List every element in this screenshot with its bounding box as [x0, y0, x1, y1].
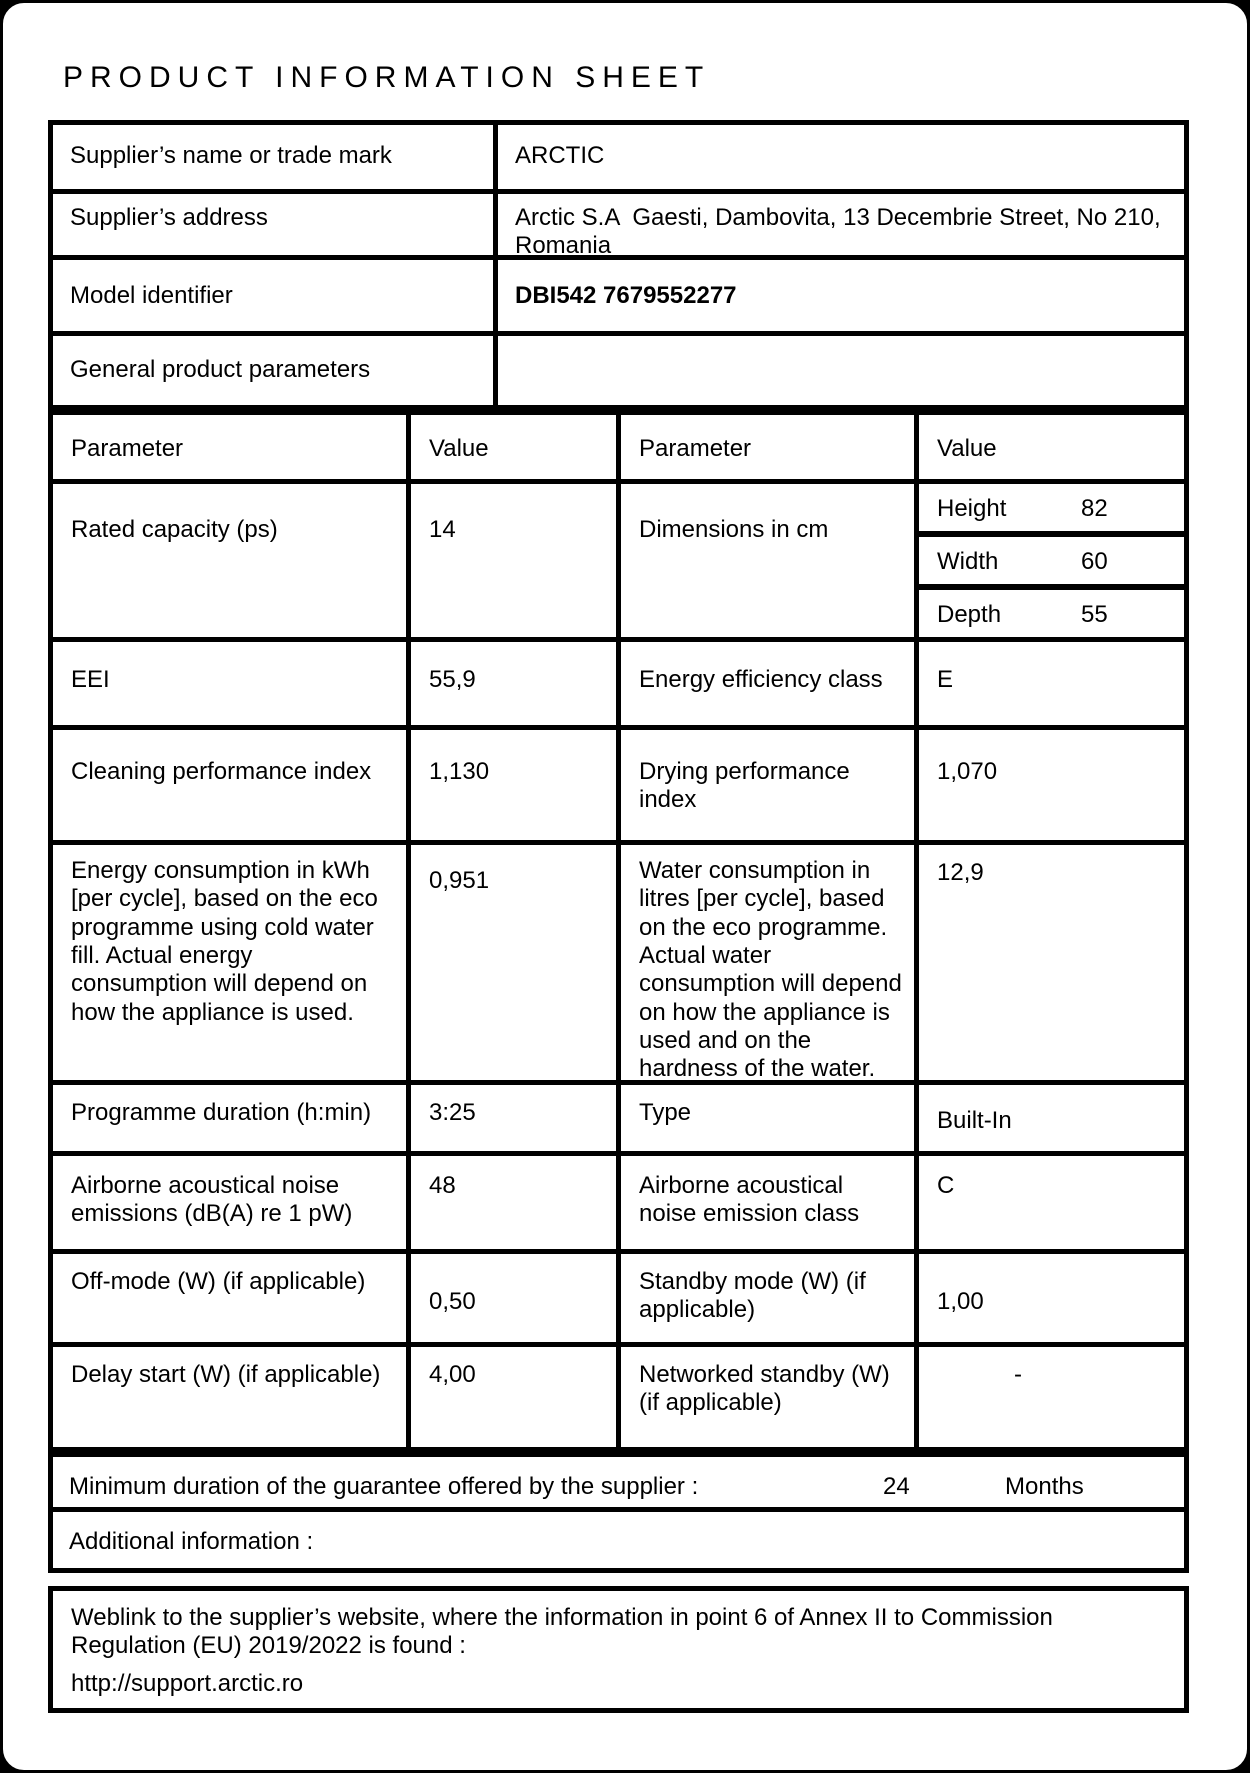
table-row: [53, 1342, 1184, 1447]
parameter-value: 48: [411, 1156, 621, 1249]
table-row: [53, 637, 1184, 725]
weblink-label: Weblink to the supplier’s website, where the information in point 6 of Annex II to Commission Regulation (EU) 2019/2022 is found :: [71, 1604, 1053, 1660]
row-label: Supplier’s name or trade mark: [53, 125, 498, 189]
parameter-value: -: [1014, 1361, 1022, 1388]
row-value: DBI542 7679552277: [515, 282, 737, 309]
dimension-value: 82: [1081, 495, 1108, 522]
dimension-value: 60: [1081, 548, 1108, 575]
content-stack: [48, 120, 1189, 1713]
dimensions-subtable: [919, 484, 1184, 637]
parameter-label: Energy efficiency class: [621, 642, 919, 725]
column-header: Parameter: [53, 415, 411, 479]
parameter-label: Airborne acoustical noise emission class: [621, 1156, 919, 1249]
parameter-label: Off-mode (W) (if applicable): [53, 1254, 411, 1342]
row-value: ARCTIC: [515, 142, 605, 169]
table-row: [53, 255, 1184, 331]
parameter-label: Cleaning performance index: [53, 730, 411, 840]
column-header: Value: [411, 415, 621, 479]
parameter-value: E: [937, 666, 954, 693]
table-row: [53, 840, 1184, 1083]
additional-information-row: [48, 1507, 1189, 1573]
table-header-row: [53, 415, 1184, 479]
parameter-label: Dimensions in cm: [621, 484, 919, 637]
dimension-row: [919, 584, 1184, 637]
additional-information-label: Additional information :: [69, 1528, 314, 1555]
parameter-label: EEI: [53, 642, 411, 725]
row-value: Arctic S.A Gaesti, Dambovita, 13 Decembrie Street, No 210, Romania: [515, 204, 1168, 260]
parameter-value: 4,00: [411, 1347, 621, 1447]
weblink-url: http://support.arctic.ro: [71, 1669, 304, 1697]
parameter-value: Built-In: [937, 1107, 1012, 1134]
table-row: [53, 125, 1184, 189]
parameter-value: 12,9: [937, 859, 984, 886]
parameter-label: Networked standby (W) (if applicable): [621, 1347, 919, 1447]
parameter-value: 14: [411, 484, 621, 637]
parameter-label: Type: [621, 1085, 919, 1151]
supplier-info-table: [48, 120, 1189, 410]
column-header: Value: [937, 435, 997, 462]
guarantee-row: [48, 1452, 1189, 1512]
page-title: PRODUCT INFORMATION SHEET: [63, 61, 711, 94]
table-row: [53, 189, 1184, 260]
dimensions-cell: [919, 484, 1184, 637]
parameter-label: Water consumption in litres [per cycle], based on the eco programme. Actual water consumption will depend on how the appliance is used and on the hardness of the water.: [621, 845, 919, 1084]
parameter-value: 55,9: [411, 642, 621, 725]
table-row: [53, 1151, 1184, 1249]
parameter-value: 0,951: [411, 845, 621, 1084]
guarantee-value: 24: [883, 1473, 910, 1500]
parameter-value: 1,130: [411, 730, 621, 840]
column-header: Parameter: [621, 415, 919, 479]
row-value: [498, 336, 1184, 405]
dimension-row: [919, 531, 1184, 584]
parameter-value: 3:25: [411, 1085, 621, 1151]
guarantee-label: Minimum duration of the guarantee offered by the supplier :: [69, 1473, 699, 1500]
parameter-label: Drying performance index: [621, 730, 919, 840]
parameter-value: 1,00: [937, 1288, 984, 1315]
row-label: Model identifier: [53, 260, 498, 331]
parameter-value: C: [937, 1172, 955, 1199]
parameter-value: 0,50: [411, 1254, 621, 1342]
section-gap: [48, 1573, 1189, 1586]
table-row: [53, 1080, 1184, 1151]
parameter-label: Standby mode (W) (if applicable): [621, 1254, 919, 1342]
dimension-row: [919, 484, 1184, 531]
guarantee-unit: Months: [1005, 1473, 1084, 1500]
dimension-value: 55: [1081, 601, 1108, 628]
table-row: [53, 1249, 1184, 1342]
parameter-label: Programme duration (h:min): [53, 1085, 411, 1151]
row-label: Supplier’s address: [53, 194, 498, 261]
dimension-label: Depth: [937, 601, 1002, 628]
table-row: [53, 725, 1184, 840]
weblink-row: [48, 1586, 1189, 1713]
parameter-label: Energy consumption in kWh [per cycle], based on the eco programme using cold water fill. Actual energy consumption will depend on how the appliance is used.: [53, 845, 411, 1084]
parameter-label: Airborne acoustical noise emissions (dB(A) re 1 pW): [53, 1156, 411, 1249]
table-row: [53, 331, 1184, 405]
parameter-value: 1,070: [937, 758, 998, 785]
parameter-label: Rated capacity (ps): [53, 484, 411, 637]
parameters-table: [48, 410, 1189, 1452]
row-label: General product parameters: [53, 336, 498, 405]
table-row: [53, 479, 1184, 637]
dimension-label: Height: [937, 495, 1007, 522]
parameter-label: Delay start (W) (if applicable): [53, 1347, 411, 1447]
dimension-label: Width: [937, 548, 999, 575]
